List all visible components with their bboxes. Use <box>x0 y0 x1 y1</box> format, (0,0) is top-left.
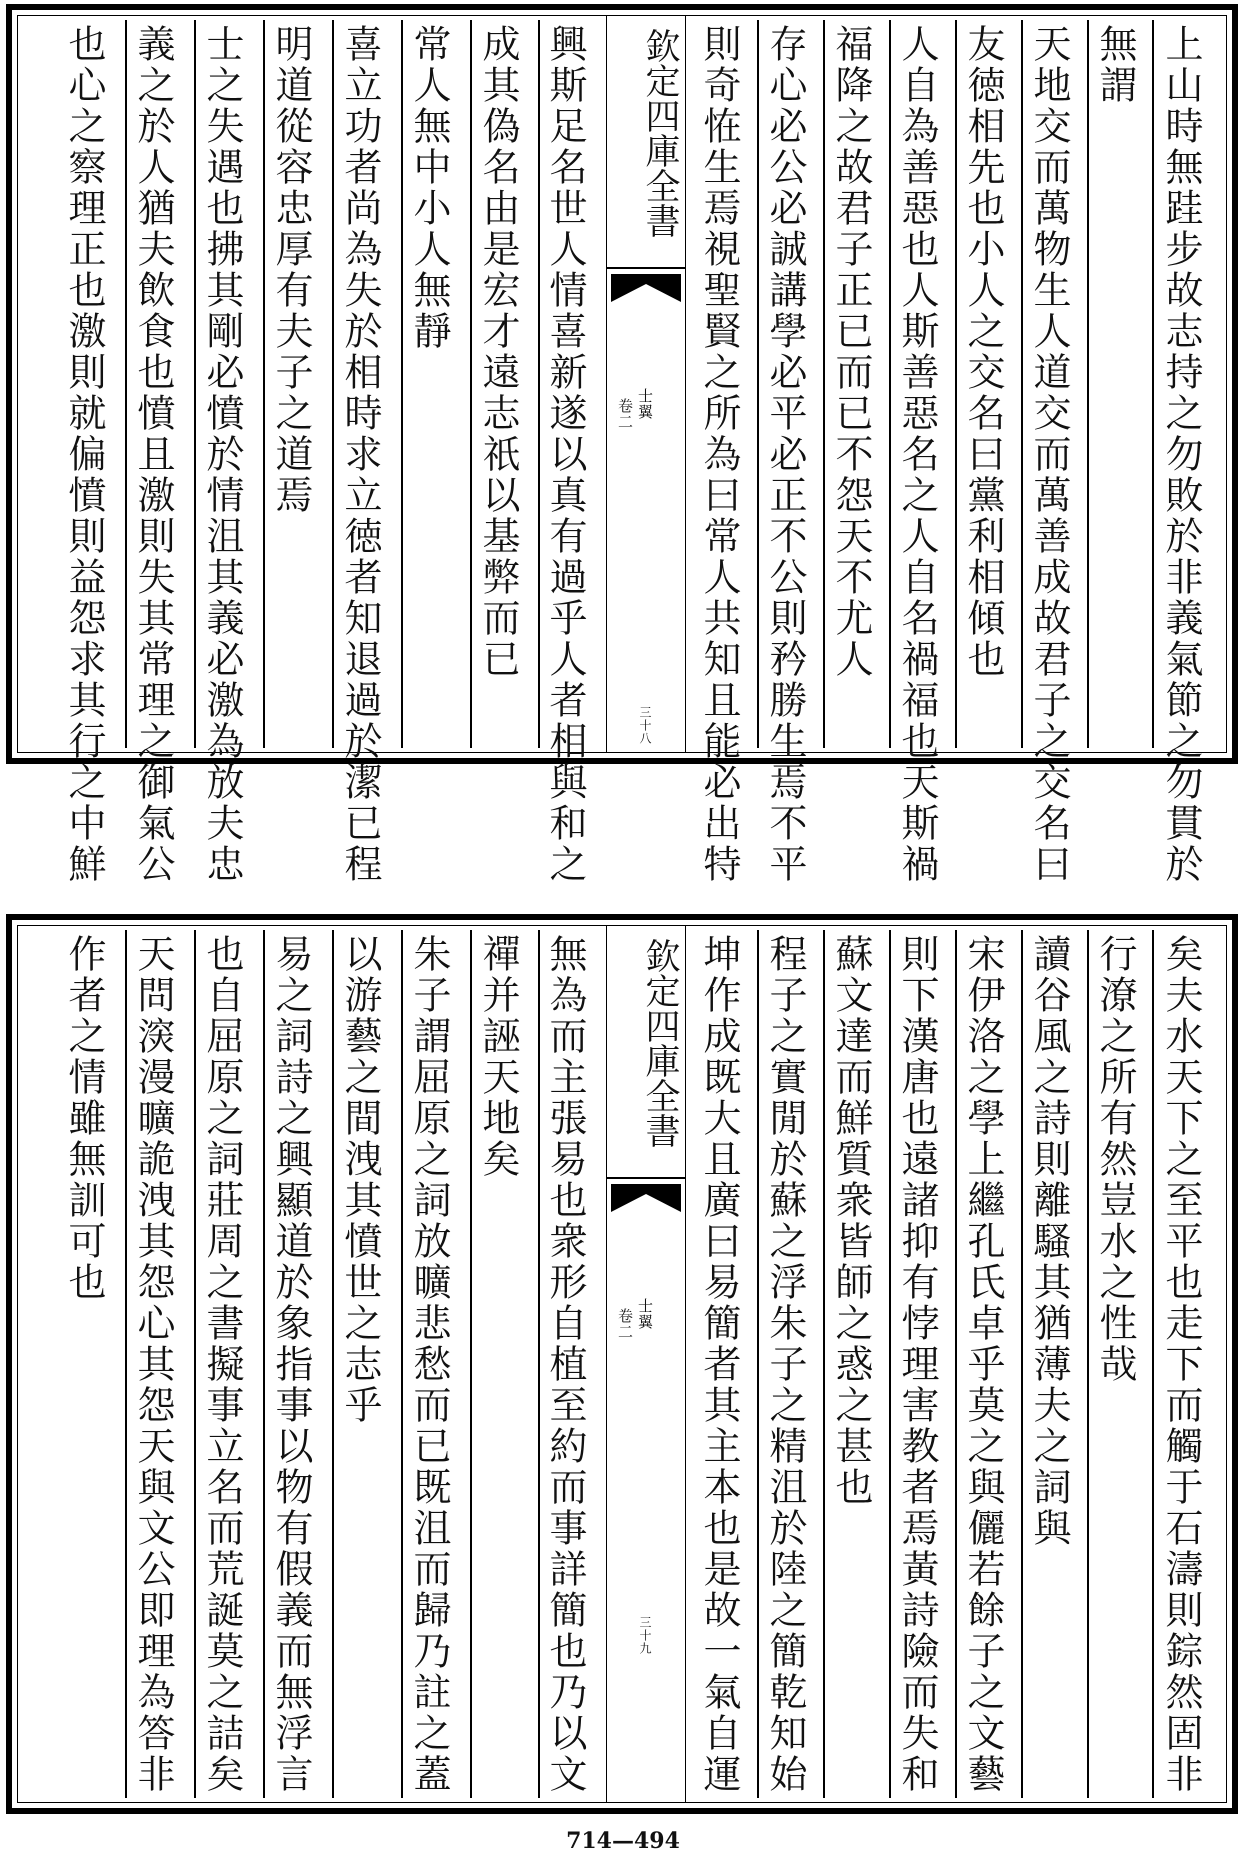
bottom-col-divider <box>1021 930 1023 1798</box>
top-col-7: 存心必公必誠講學必平必正不公則矜勝生焉不平 <box>763 24 807 885</box>
bottom-col-11: 朱子謂屈原之詞放曠悲愁而已既沮而歸乃註之蓋 <box>407 934 451 1795</box>
top-col-10: 成其偽名由是宏才遠志祇以基弊而已 <box>476 24 520 680</box>
top-col-6: 福降之故君子正已而已不怨天不尤人 <box>829 24 873 680</box>
bottom-col-divider <box>125 930 127 1798</box>
bottom-col-4: 宋伊洛之學上繼孔氏卓乎莫之與儷若餘子之文藝 <box>961 934 1005 1795</box>
bottom-col-10: 禪并誣天地矣 <box>476 934 520 1180</box>
top-col-16: 也心之察理正也激則就偏憤則益怨求其行之中鮮 <box>62 24 106 885</box>
bottom-col-1: 矣夫水天下之至平也走下而觸于石濤則錝然固非 <box>1159 934 1203 1795</box>
page-code: 714—494 <box>566 1828 680 1854</box>
banxin-juan: 卷二 <box>616 398 634 430</box>
bottom-col-9: 無為而主張易也衆形自植至約而事詳簡也乃以文 <box>543 934 587 1795</box>
banxin-leaf-number: 三十九 <box>638 1616 652 1655</box>
banxin-book-name: 士翼 <box>636 388 654 420</box>
bottom-col-12: 以游藝之間洩其憤世之志乎 <box>338 934 382 1426</box>
top-col-8: 則奇恠生焉視聖賢之所為曰常人共知且能必出特 <box>697 24 741 885</box>
bottom-col-8: 坤作成既大且廣曰易簡者其主本也是故一氣自運 <box>697 934 741 1795</box>
top-col-divider <box>1087 20 1089 748</box>
banxin-book-name: 士翼 <box>636 1298 654 1330</box>
top-col-14: 士之失遇也拂其剛必憤於情沮其義必激為放夫忠 <box>200 24 244 885</box>
bottom-banxin <box>606 926 686 1802</box>
banxin-leaf-number: 三十八 <box>638 706 652 745</box>
bottom-page-frame <box>6 914 1238 1814</box>
top-col-divider <box>1152 20 1154 748</box>
fishtail-mark-icon <box>607 1176 685 1220</box>
top-col-divider <box>538 20 540 748</box>
bottom-col-divider <box>470 930 472 1798</box>
bottom-col-divider <box>955 930 957 1798</box>
top-col-divider <box>263 20 265 748</box>
top-banxin <box>606 16 686 752</box>
bottom-col-13: 易之詞詩之興顯道於象指事以物有假義而無浮言 <box>269 934 313 1795</box>
bottom-col-divider <box>889 930 891 1798</box>
top-col-3: 天地交而萬物生人道交而萬善成故君子之交名曰 <box>1027 24 1071 885</box>
top-col-divider <box>332 20 334 748</box>
bottom-col-divider <box>538 930 540 1798</box>
banxin-title: 欽定四庫全書 <box>640 938 680 1148</box>
bottom-col-divider <box>194 930 196 1798</box>
top-col-divider <box>401 20 403 748</box>
bottom-col-divider <box>1087 930 1089 1798</box>
banxin-title: 欽定四庫全書 <box>640 28 680 238</box>
bottom-col-3: 讀谷風之詩則離騷其猶薄夫之詞與 <box>1027 934 1071 1549</box>
top-col-divider <box>823 20 825 748</box>
bottom-col-15: 天問㴱漫曠詭洩其怨心其怨天與文公即理為答非 <box>131 934 175 1795</box>
top-col-divider <box>470 20 472 748</box>
bottom-col-6: 蘇文達而鮮質衆皆師之惑之甚也 <box>829 934 873 1508</box>
top-col-divider <box>889 20 891 748</box>
top-col-9: 興斯足名世人情喜新遂以真有過乎人者相與和之 <box>543 24 587 885</box>
top-col-12: 喜立功者尚為失於相時求立徳者知退過於潔已程 <box>338 24 382 885</box>
bottom-col-divider <box>1152 930 1154 1798</box>
banxin-juan: 卷二 <box>616 1308 634 1340</box>
bottom-col-divider <box>757 930 759 1798</box>
top-col-divider <box>955 20 957 748</box>
top-col-15: 義之於人猶夫飲食也憤且激則失其常理之御氣公 <box>131 24 175 885</box>
top-col-divider <box>757 20 759 748</box>
bottom-col-14: 也自屈原之詞莊周之書擬事立名而荒誕莫之詰矣 <box>200 934 244 1795</box>
top-col-divider <box>194 20 196 748</box>
top-col-divider <box>1021 20 1023 748</box>
top-col-2: 無謂 <box>1093 24 1137 106</box>
bottom-col-16: 作者之情雖無訓可也 <box>62 934 106 1303</box>
top-col-4: 友徳相先也小人之交名曰黨利相傾也 <box>961 24 1005 680</box>
fishtail-mark-icon <box>607 266 685 310</box>
top-col-11: 常人無中小人無靜 <box>407 24 451 352</box>
top-col-13: 明道從容忠厚有夫子之道焉 <box>269 24 313 516</box>
bottom-col-7: 程子之實閒於蘇之浮朱子之精沮於陸之簡乾知始 <box>763 934 807 1795</box>
top-col-1: 上山時無跬步故志持之勿敗於非義氣節之勿貫於 <box>1159 24 1203 885</box>
bottom-col-divider <box>823 930 825 1798</box>
top-col-5: 人自為善惡也人斯善惡名之人自名禍福也天斯禍 <box>895 24 939 885</box>
top-col-divider <box>125 20 127 748</box>
bottom-col-5: 則下漢唐也遠諸抑有悖理害教者焉黃詩險而失和 <box>895 934 939 1795</box>
top-page-frame <box>6 4 1238 885</box>
bottom-col-2: 行潦之所有然豈水之性哉 <box>1093 934 1137 1385</box>
bottom-col-divider <box>401 930 403 1798</box>
bottom-col-divider <box>263 930 265 1798</box>
bottom-col-divider <box>332 930 334 1798</box>
